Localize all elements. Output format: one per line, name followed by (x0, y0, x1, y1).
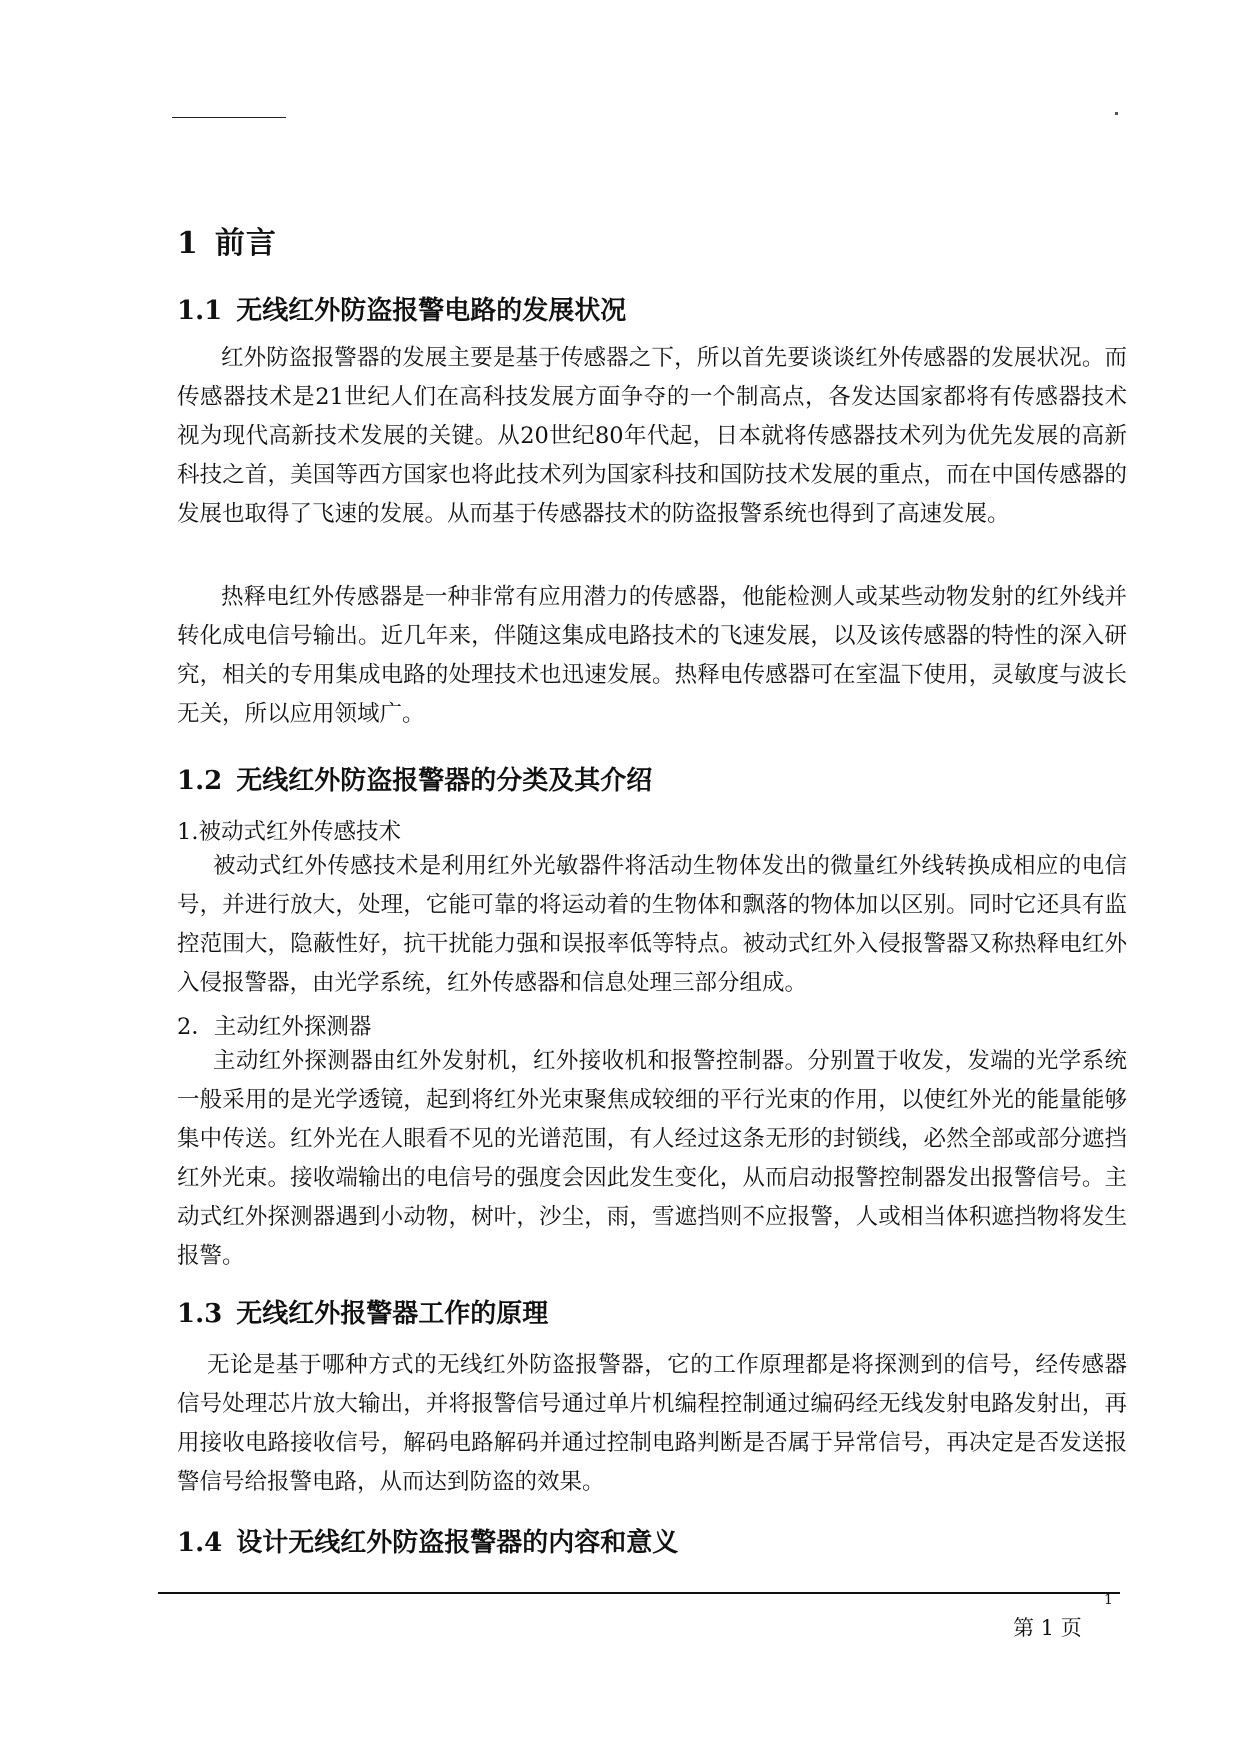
subheading-active: 2．主动红外探测器 (177, 1014, 372, 1040)
footer-rule (158, 1592, 1120, 1594)
section-number: 1.3 (177, 1299, 223, 1329)
footer-corner-mark: 1 (1104, 1592, 1113, 1608)
chapter-number: 1 (177, 226, 199, 261)
paragraph-1-2-passive: 被动式红外传感技术是利用红外光敏器件将活动生物体发出的微量红外线转换成相应的电信号，并进行放大，处理，它能可靠的将运动着的生物体和飘落的物体加以区别。同时它还具有监控范围大，隐蔽性好，抗干扰能力强和误报率低等特点。被动式红外入侵报警器又称热释电红外入侵报警器，由光学系统，红外传感器和信息处理三部分组成。 (177, 853, 1127, 996)
paragraph-1-2-active: 主动红外探测器由红外发射机，红外接收机和报警控制器。分别置于收发，发端的光学系统一般采用的是光学透镜，起到将红外光束聚焦成较细的平行光束的作用，以使红外光的能量能够集中传送。红外光在人眼看不见的光谱范围，有人经过这条无形的封锁线，必然全部或部分遮挡红外光束。接收端输出的电信号的强度会因此发生变化，从而启动报警控制器发出报警信号。主动式红外探测器遇到小动物，树叶，沙尘，雨，雪遮挡则不应报警，人或相当体积遮挡物将发生报警。 (177, 1048, 1127, 1269)
paragraph-1-3: 无论是基于哪种方式的无线红外防盗报警器，它的工作原理都是将探测到的信号，经传感器信号处理芯片放大输出，并将报警信号通过单片机编程控制通过编码经无线发射电路发射出，再用接收电路接收信号，解码电路解码并通过控制电路判断是否属于异常信号，再决定是否发送报警信号给报警电路，从而达到防盗的效果。 (177, 1352, 1127, 1495)
chapter-heading (177, 218, 277, 262)
section-number: 1.4 (177, 1528, 223, 1558)
section-heading-1-3 (177, 1293, 548, 1330)
chapter-title: 前言 (214, 226, 277, 261)
section-title: 无线红外防盗报警器的分类及其介绍 (236, 766, 653, 796)
subheading-passive: 1.被动式红外传感技术 (177, 819, 401, 845)
page-number: 第 1 页 (1013, 1616, 1082, 1640)
section-title: 无线红外防盗报警电路的发展状况 (236, 296, 627, 326)
paragraph-1-1-a: 红外防盗报警器的发展主要是基于传感器之下，所以首先要谈谈红外传感器的发展状况。而传感器技术是21世纪人们在高科技发展方面争夺的一个制高点，各发达国家都将有传感器技术视为现代高新技术发展的关键。从20世纪80年代起，日本就将传感器技术列为优先发展的高新科技之首，美国等西方国家也将此技术列为国家科技和国防技术发展的重点，而在中国传感器的发展也取得了飞速的发展。从而基于传感器技术的防盗报警系统也得到了高速发展。 (177, 345, 1127, 527)
section-number: 1.1 (177, 296, 223, 326)
header-dot (1115, 112, 1118, 115)
section-title: 设计无线红外防盗报警器的内容和意义 (236, 1528, 679, 1558)
section-heading-1-4 (177, 1522, 678, 1559)
paragraph-1-1-b: 热释电红外传感器是一种非常有应用潜力的传感器，他能检测人或某些动物发射的红外线并转化成电信号输出。近几年来，伴随这集成电路技术的飞速发展，以及该传感器的特性的深入研究，相关的专用集成电路的处理技术也迅速发展。热释电传感器可在室温下使用，灵敏度与波长无关，所以应用领域广。 (177, 584, 1127, 727)
section-heading-1-2 (177, 760, 652, 797)
section-title: 无线红外报警器工作的原理 (236, 1299, 549, 1329)
section-number: 1.2 (177, 766, 223, 796)
header-rule (172, 117, 286, 118)
section-heading-1-1 (177, 290, 626, 327)
